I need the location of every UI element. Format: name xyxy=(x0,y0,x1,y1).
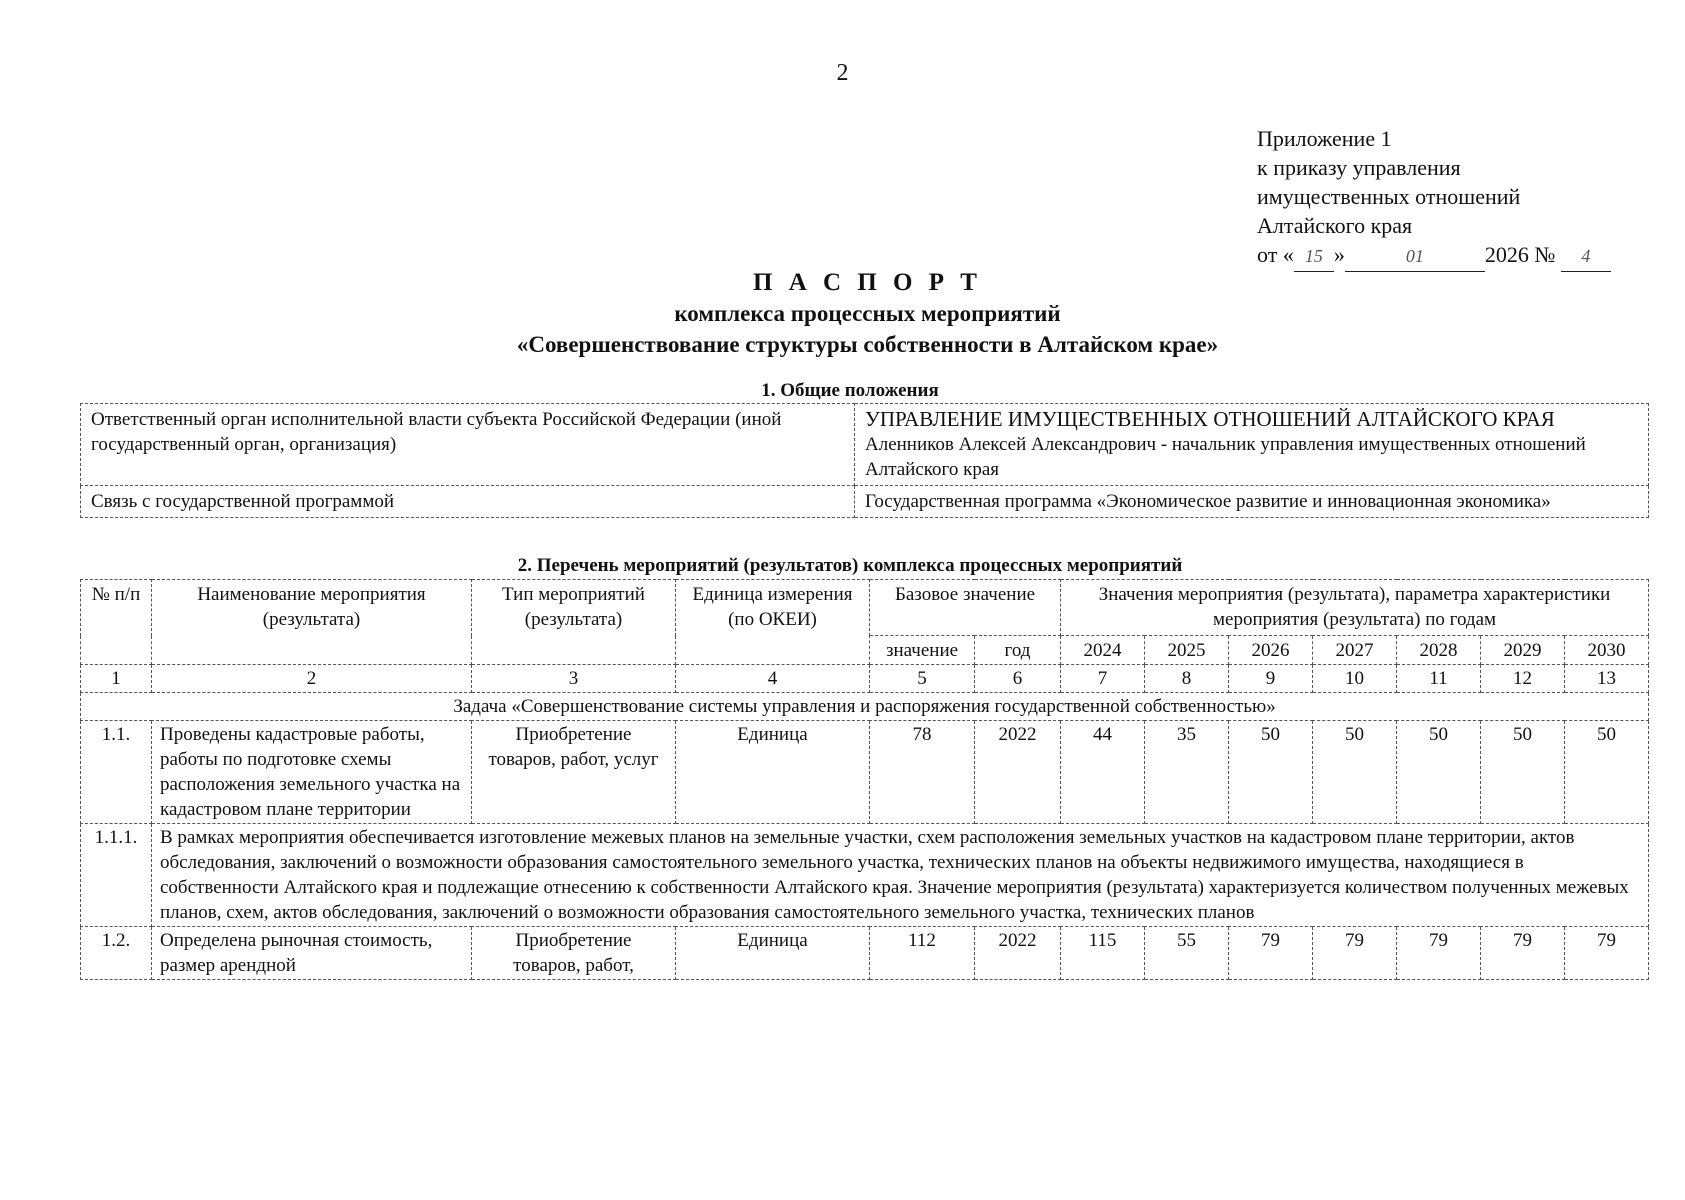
column-number: 1 xyxy=(81,665,152,693)
title-subtitle-1: комплекса процессных мероприятий xyxy=(674,301,1061,326)
row-name: Проведены кадастровые работы, работы по подготовке схемы расположения земельного участка на кадастровом плане территории xyxy=(152,721,472,824)
row-value-2028: 79 xyxy=(1397,927,1481,980)
date-prefix: от « xyxy=(1257,242,1294,267)
row-value-2026: 79 xyxy=(1229,927,1313,980)
row-value-2030: 79 xyxy=(1565,927,1649,980)
column-number: 11 xyxy=(1397,665,1481,693)
row-unit: Единица xyxy=(676,721,870,824)
date-mid: » xyxy=(1333,242,1345,267)
activities-table xyxy=(80,579,1649,980)
column-number: 4 xyxy=(676,665,870,693)
column-number: 8 xyxy=(1145,665,1229,693)
row-value-2025: 55 xyxy=(1145,927,1229,980)
header-values: Значения мероприятия (результата), параметра характеристики мероприятия (результата) по годам xyxy=(1061,580,1649,636)
responsible-body-value xyxy=(855,404,1649,486)
appendix-line-2: к приказу управления xyxy=(1257,155,1461,180)
row-value-2025: 35 xyxy=(1145,721,1229,824)
table-row xyxy=(81,927,1649,980)
task-row xyxy=(81,693,1649,721)
column-number: 12 xyxy=(1481,665,1565,693)
table-row xyxy=(81,721,1649,824)
row-value-2030: 50 xyxy=(1565,721,1649,824)
appendix-block xyxy=(1257,124,1611,272)
document-title xyxy=(0,268,1685,360)
responsible-body-label: Ответственный орган исполнительной власти субъекта Российской Федерации (иной государственный орган, организация) xyxy=(81,404,855,486)
responsible-org-name: УПРАВЛЕНИЕ ИМУЩЕСТВЕННЫХ ОТНОШЕНИЙ АЛТАЙСКОГО КРАЯ xyxy=(865,407,1555,431)
page-number: 2 xyxy=(836,60,849,86)
header-row xyxy=(81,580,1649,636)
column-number: 2 xyxy=(152,665,472,693)
title-subtitle-2: «Совершенствование структуры собственности в Алтайском крае» xyxy=(516,332,1219,357)
row-value-2026: 50 xyxy=(1229,721,1313,824)
row-value-2029: 79 xyxy=(1481,927,1565,980)
handwritten-month: 01 xyxy=(1345,242,1485,272)
task-title: Задача «Совершенствование системы управления и распоряжения государственной собственностью» xyxy=(81,693,1649,721)
header-type: Тип мероприятий (результата) xyxy=(472,580,676,665)
table-row xyxy=(81,404,1649,486)
row-value-2029: 50 xyxy=(1481,721,1565,824)
program-link-label: Связь с государственной программой xyxy=(81,486,855,518)
row-num: 1.2. xyxy=(81,927,152,980)
header-year: 2030 xyxy=(1565,636,1649,665)
row-value-2024: 115 xyxy=(1061,927,1145,980)
appendix-line-4: Алтайского края xyxy=(1257,213,1413,238)
column-number: 10 xyxy=(1313,665,1397,693)
header-num: № п/п xyxy=(81,580,152,665)
header-year: 2028 xyxy=(1397,636,1481,665)
title-passport: П А С П О Р Т xyxy=(753,269,982,296)
row-unit: Единица xyxy=(676,927,870,980)
row-base-value: 78 xyxy=(870,721,975,824)
general-provisions-table xyxy=(80,403,1649,518)
header-name: Наименование мероприятия (результата) xyxy=(152,580,472,665)
header-unit: Единица измерения (по ОКЕИ) xyxy=(676,580,870,665)
row-name: Определена рыночная стоимость, размер арендной xyxy=(152,927,472,980)
column-number: 9 xyxy=(1229,665,1313,693)
responsible-head: Аленников Алексей Александрович - начальник управления имущественных отношений Алтайского края xyxy=(865,434,1586,480)
table-row xyxy=(81,486,1649,518)
header-year: 2026 xyxy=(1229,636,1313,665)
column-number-row xyxy=(81,665,1649,693)
column-number: 6 xyxy=(975,665,1061,693)
header-base-year: год xyxy=(975,636,1061,665)
date-year: 2026 № xyxy=(1484,242,1556,267)
row-type: Приобретение товаров, работ, услуг xyxy=(472,721,676,824)
header-year: 2029 xyxy=(1481,636,1565,665)
header-base: Базовое значение xyxy=(870,580,1061,636)
row-base-year: 2022 xyxy=(975,927,1061,980)
program-link-value: Государственная программа «Экономическое развитие и инновационная экономика» xyxy=(855,486,1649,518)
row-value-2027: 50 xyxy=(1313,721,1397,824)
row-base-value: 112 xyxy=(870,927,975,980)
appendix-line-1: Приложение 1 xyxy=(1257,126,1392,151)
header-year: 2024 xyxy=(1061,636,1145,665)
column-number: 3 xyxy=(472,665,676,693)
section-1-heading: 1. Общие положения xyxy=(761,380,939,401)
row-value-2024: 44 xyxy=(1061,721,1145,824)
header-year: 2025 xyxy=(1145,636,1229,665)
column-number: 13 xyxy=(1565,665,1649,693)
row-description: В рамках мероприятия обеспечивается изготовление межевых планов на земельные участки, схем расположения земельных участков на кадастровом плане территории, актов обследования, заключений о возможности образования самостоятельного земельного участка, технических планов на объекты недвижимого имущества, находящиеся в собственности Алтайского края и подлежащие отнесению к собственности Алтайского края. Значение мероприятия (результата) характеризуется количеством полученных межевых планов, схем, актов обследования, заключений о возможности образования самостоятельного земельного участка, технических планов xyxy=(152,824,1649,927)
column-number: 5 xyxy=(870,665,975,693)
row-value-2027: 79 xyxy=(1313,927,1397,980)
row-type: Приобретение товаров, работ, xyxy=(472,927,676,980)
row-num: 1.1.1. xyxy=(81,824,152,927)
row-value-2028: 50 xyxy=(1397,721,1481,824)
row-base-year: 2022 xyxy=(975,721,1061,824)
header-base-value: значение xyxy=(870,636,975,665)
section-2-heading: 2. Перечень мероприятий (результатов) комплекса процессных мероприятий xyxy=(517,555,1183,576)
row-num: 1.1. xyxy=(81,721,152,824)
handwritten-number: 4 xyxy=(1561,242,1611,272)
column-number: 7 xyxy=(1061,665,1145,693)
header-year: 2027 xyxy=(1313,636,1397,665)
handwritten-day: 15 xyxy=(1294,242,1334,272)
table-row xyxy=(81,824,1649,927)
appendix-line-3: имущественных отношений xyxy=(1257,184,1521,209)
